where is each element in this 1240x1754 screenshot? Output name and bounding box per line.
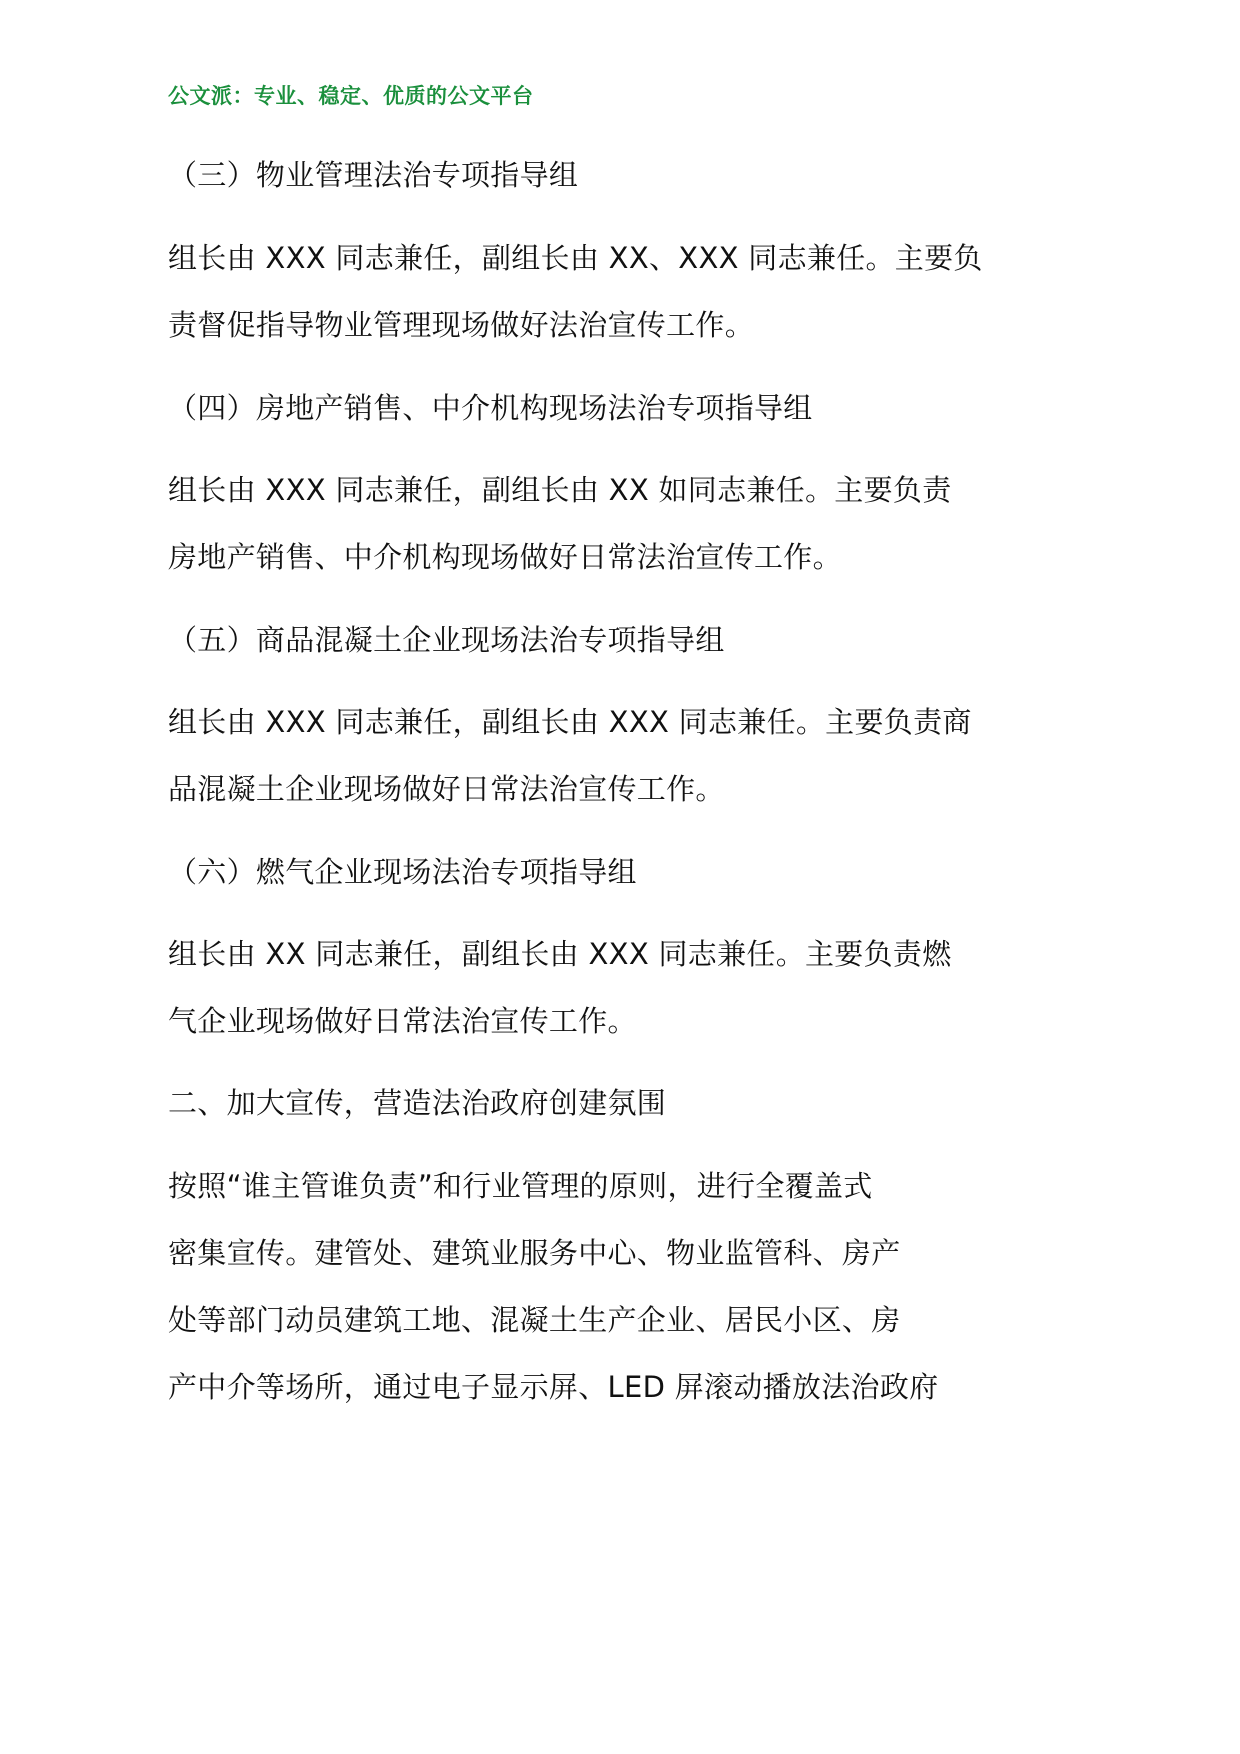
part-2-heading: 二、加大宣传，营造法治政府创建氛围	[168, 1086, 667, 1120]
section-4-heading: （四）房地产销售、中介机构现场法治专项指导组	[168, 391, 813, 425]
section-5-body-line-2: 品混凝土企业现场做好日常法治宣传工作。	[168, 772, 725, 806]
part-2-body-line-4: 产中介等场所，通过电子显示屏、LED 屏滚动播放法治政府	[168, 1370, 939, 1404]
section-4-body-line-1: 组长由 XXX 同志兼任，副组长由 XX 如同志兼任。主要负责	[168, 473, 952, 507]
site-header-title: 公文派：专业、稳定、优质的公文平台	[168, 84, 534, 108]
section-6-body-line-2: 气企业现场做好日常法治宣传工作。	[168, 1004, 637, 1038]
part-2-body-line-2: 密集宣传。建管处、建筑业服务中心、物业监管科、房产	[168, 1236, 901, 1270]
section-6-body-line-1: 组长由 XX 同志兼任，副组长由 XXX 同志兼任。主要负责燃	[168, 937, 952, 971]
section-3-body-line-2: 责督促指导物业管理现场做好法治宣传工作。	[168, 308, 755, 342]
section-4-body-line-2: 房地产销售、中介机构现场做好日常法治宣传工作。	[168, 540, 842, 574]
section-6-heading: （六）燃气企业现场法治专项指导组	[168, 855, 637, 889]
section-3-body-line-1: 组长由 XXX 同志兼任，副组长由 XX、XXX 同志兼任。主要负	[168, 241, 983, 275]
section-5-heading: （五）商品混凝土企业现场法治专项指导组	[168, 623, 725, 657]
section-3-heading: （三）物业管理法治专项指导组	[168, 158, 579, 192]
part-2-body-line-1: 按照“谁主管谁负责”和行业管理的原则，进行全覆盖式	[168, 1169, 873, 1203]
part-2-body-line-3: 处等部门动员建筑工地、混凝土生产企业、居民小区、房	[168, 1303, 901, 1337]
section-5-body-line-1: 组长由 XXX 同志兼任，副组长由 XXX 同志兼任。主要负责商	[168, 705, 972, 739]
